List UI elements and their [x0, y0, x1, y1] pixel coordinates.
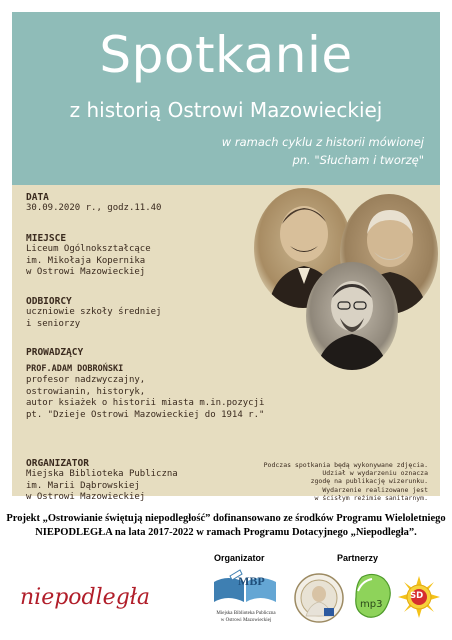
host-label: PROWADZĄCY: [26, 347, 84, 358]
host-line: profesor nadzwyczajny,: [26, 375, 146, 385]
mbp-caption: [206, 610, 286, 624]
host-section: [26, 347, 264, 421]
audience-line: i seniorzy: [26, 318, 81, 329]
host-name: PROF.ADAM DOBROŃSKI: [26, 364, 124, 374]
note-line: Podczas spotkania będą wykonywane zdjęcia.: [263, 461, 428, 469]
mbp-logo-text: MBP: [238, 574, 265, 588]
note-line: Wydarzenie realizowane jest: [322, 486, 428, 494]
note-line: zgodę na publikację wizerunku.: [310, 477, 428, 486]
sd-sun-logo: [398, 576, 440, 618]
sd-logo-text: SD: [410, 591, 424, 601]
mbp-caption-line: Miejska Biblioteka Publiczna: [216, 611, 276, 616]
niepodlegla-logo: niepodległa: [20, 585, 151, 610]
audience-line: uczniowie szkoły średniej: [26, 307, 162, 317]
mp3-logo: [352, 573, 396, 621]
audience-section: [26, 296, 161, 330]
poster-title: Spotkanie: [99, 26, 353, 84]
organizer-label: ORGANIZATOR: [26, 458, 89, 469]
mbp-caption-line: w Ostrowi Mazowieckiej: [220, 618, 272, 623]
date-label: DATA: [26, 192, 49, 203]
poster-header: [12, 12, 440, 185]
organizer-line: Miejska Biblioteka Publiczna: [26, 469, 178, 479]
photo-consent-note: [264, 461, 428, 486]
host-line: autor ksiażek o historii miasta m.in.pozycji: [26, 398, 265, 408]
organizer-line: im. Marii Dąbrowskiej: [26, 480, 140, 491]
note-line: Udział w wydarzeniu oznacza: [322, 469, 428, 478]
date-value: 30.09.2020 r., godz.11.40: [26, 203, 162, 213]
school-emblem-logo: [294, 570, 344, 626]
place-section: [26, 233, 151, 279]
partners-heading: Partnerzy: [337, 553, 379, 563]
place-line: im. Mikołaja Kopernika: [26, 255, 146, 266]
mp3-logo-text: mp3: [360, 599, 383, 610]
organizer-heading: Organizator: [214, 553, 265, 563]
audience-label: ODBIORCY: [26, 296, 72, 307]
project-line: NIEPODLEGŁA na lata 2017-2022 w ramach Programu Dotacyjnego „Niepodległa”.: [35, 527, 417, 538]
portrait-photo-center: [306, 262, 398, 370]
place-label: MIEJSCE: [26, 233, 67, 244]
place-line: Liceum Ogólnokształcące: [26, 244, 151, 254]
mbp-logo: [210, 568, 280, 608]
host-line: pt. "Dzieje Ostrowi Mazowieckiej do 1914 r.": [26, 409, 265, 420]
cycle-line-2: pn. "Słucham i tworzę": [292, 153, 424, 167]
project-line: Projekt „Ostrowianie świętują niepodległość” dofinansowano ze środków Programu Wieloletniego: [6, 513, 446, 524]
place-line: w Ostrowi Mazowieckiej: [26, 267, 146, 277]
sanitary-note: [315, 486, 429, 502]
organizer-line: w Ostrowi Mazowieckiej: [26, 492, 146, 502]
cycle-line-1: w ramach cyklu z historii mówionej: [221, 135, 424, 149]
host-line: ostrowianin, historyk,: [26, 386, 146, 397]
date-section: [26, 192, 161, 215]
note-line: w ścisłym reżimie sanitarnym.: [314, 494, 428, 503]
organizer-section: [26, 458, 178, 504]
event-poster: [12, 12, 440, 503]
project-funding-text: [6, 512, 446, 540]
poster-subtitle: z historią Ostrowi Mazowieckiej: [69, 98, 383, 122]
